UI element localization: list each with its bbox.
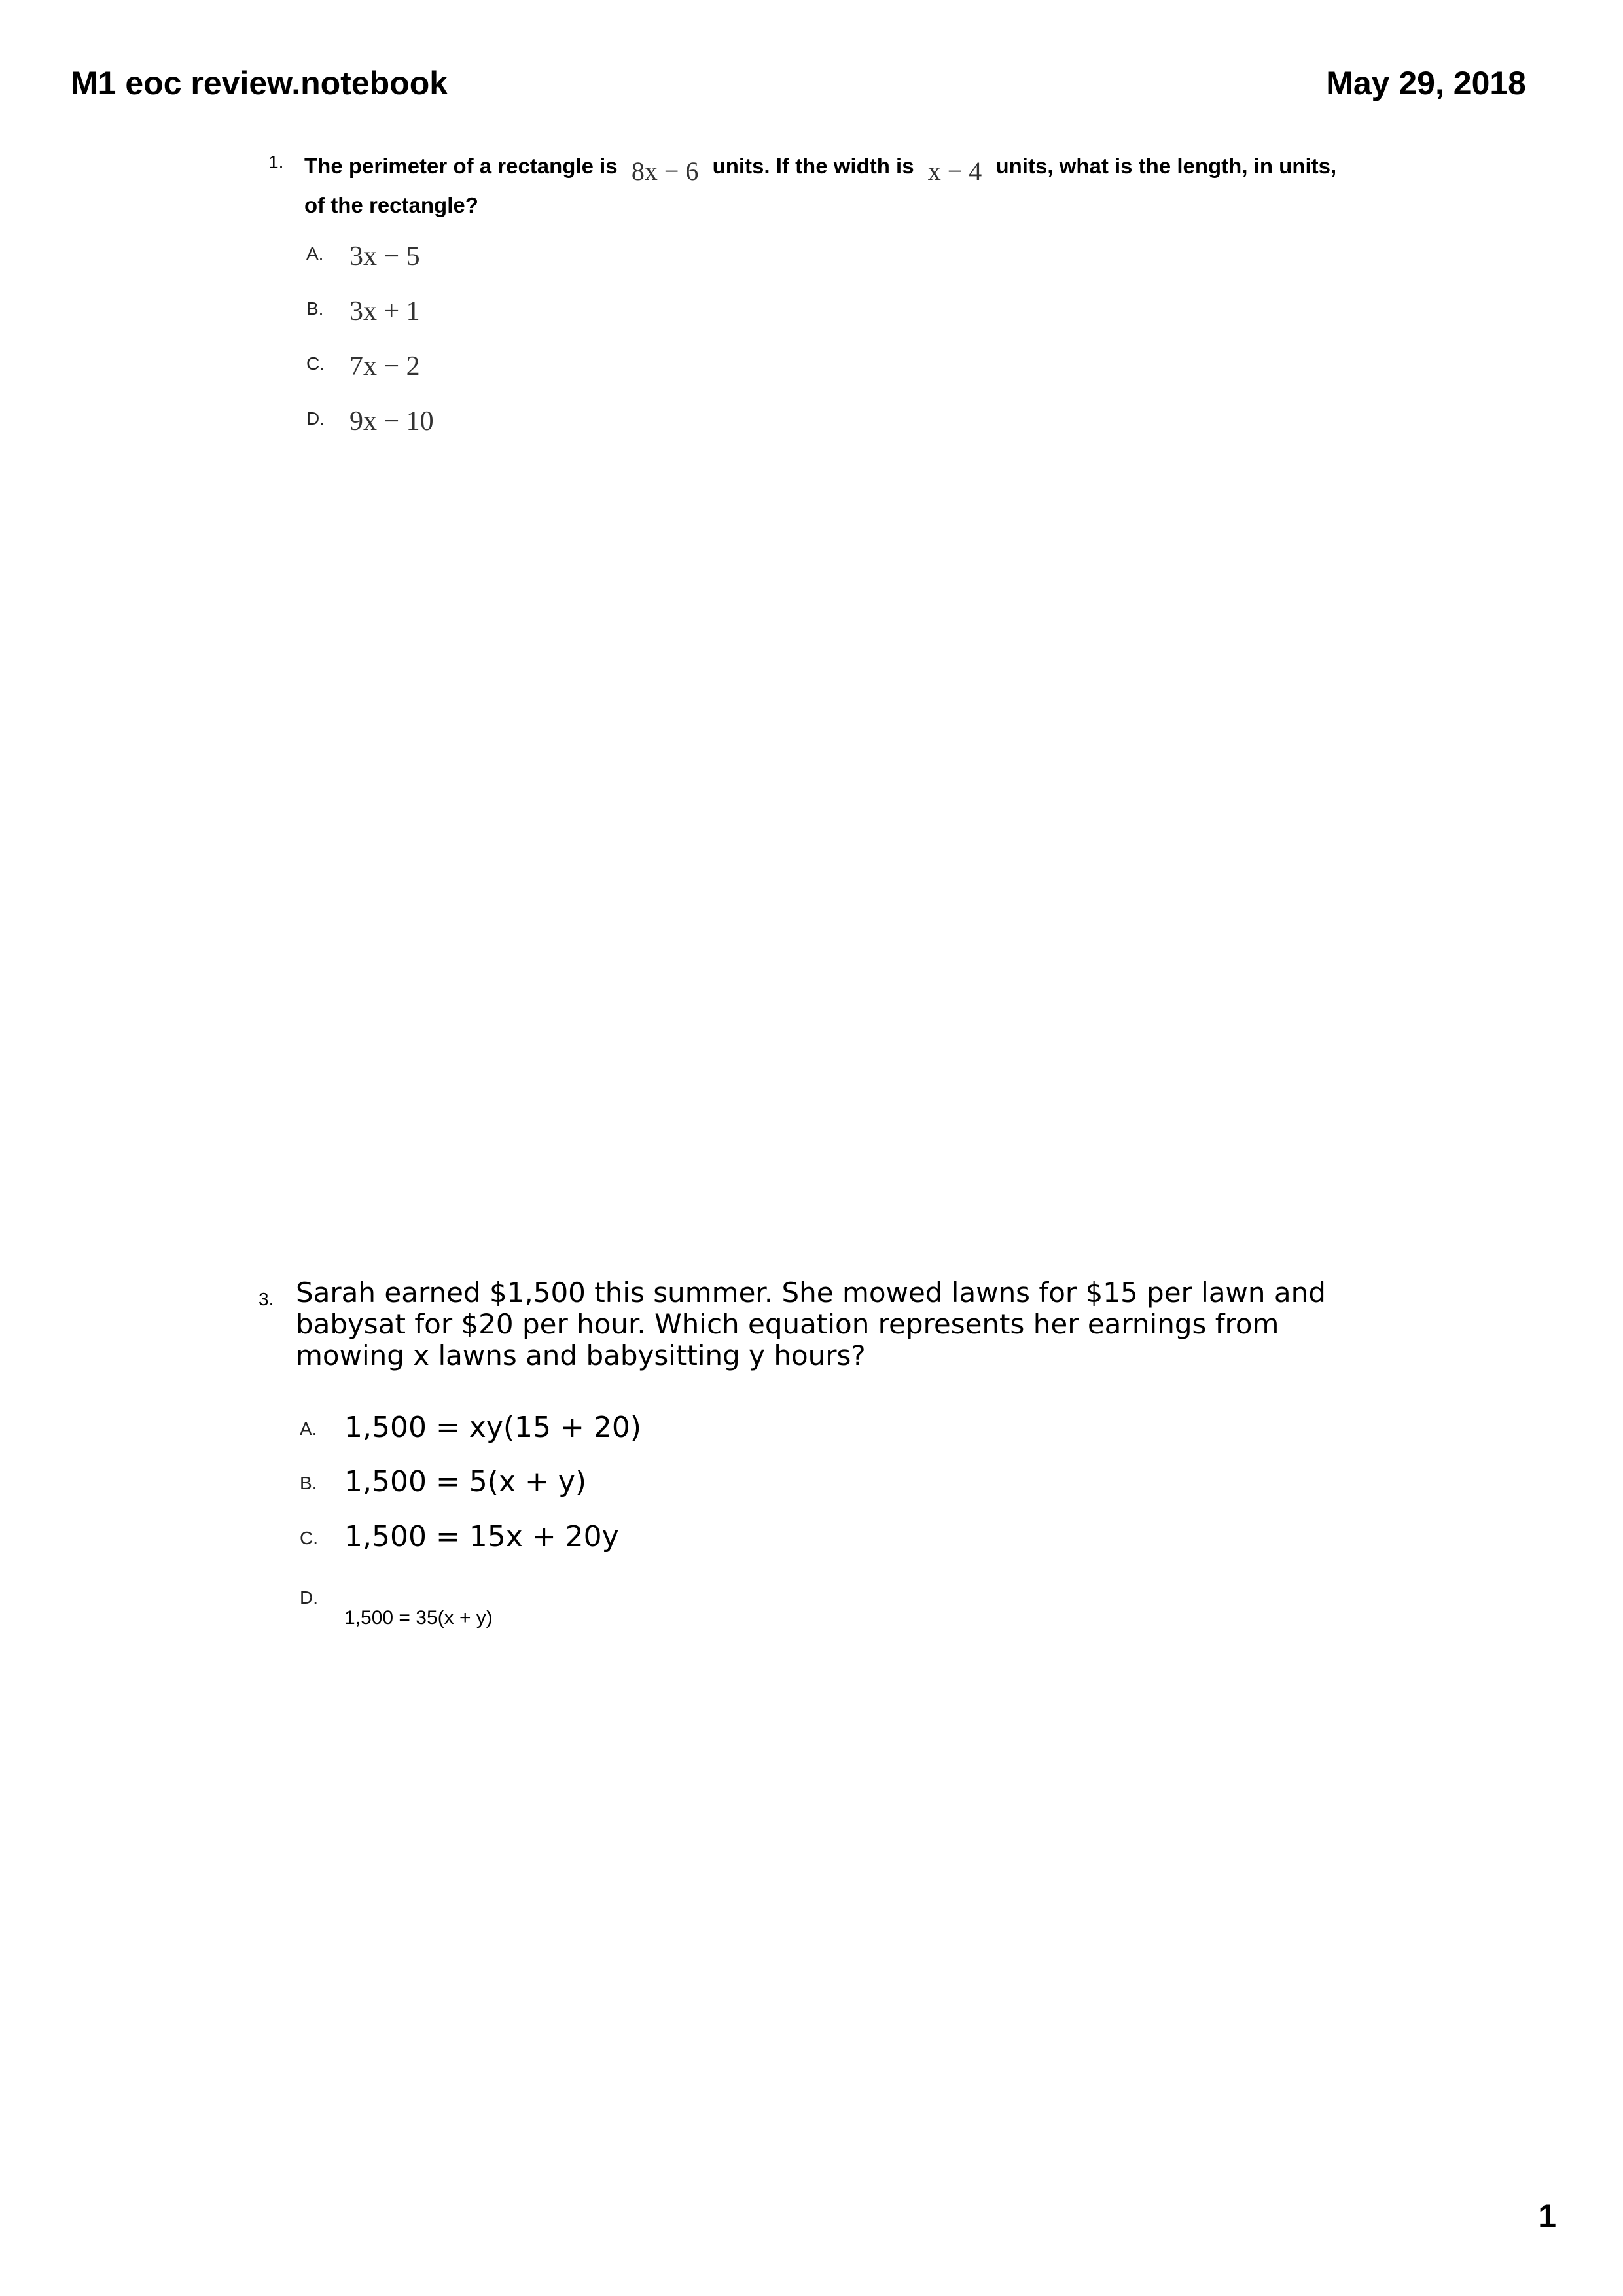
- question-1-text-part1: The perimeter of a rectangle is: [304, 154, 618, 178]
- notebook-title: M1 eoc review.notebook: [71, 65, 448, 101]
- page-number: 1: [1538, 2198, 1556, 2234]
- option-letter: C.: [306, 353, 325, 374]
- option-letter: A.: [306, 243, 324, 264]
- question-1-text-part3: units, what is the length, in units, of the rectangle?: [304, 154, 1337, 217]
- question-1-text: [304, 149, 1351, 222]
- option-value: 1,500 = 5(x + y): [344, 1465, 587, 1498]
- perimeter-expression: 8x − 6: [631, 156, 699, 186]
- question-1-number: 1.: [268, 152, 284, 172]
- option-value: 1,500 = xy(15 + 20): [344, 1411, 642, 1444]
- question-3-number: 3.: [259, 1289, 274, 1309]
- option-letter: D.: [306, 408, 325, 429]
- question-3-text: Sarah earned $1,500 this summer. She mowed lawns for $15 per lawn and babysat for $20 per hour. Which equation represents her earnings from mowing x lawns and babysitting y hours?: [296, 1277, 1326, 1371]
- option-value: 9x − 10: [349, 406, 434, 436]
- notebook-date: May 29, 2018: [1326, 65, 1526, 101]
- width-expression: x − 4: [927, 156, 982, 186]
- option-letter: A.: [300, 1419, 317, 1439]
- option-letter: C.: [300, 1528, 318, 1548]
- option-value: 7x − 2: [349, 351, 420, 381]
- option-letter: B.: [306, 298, 324, 319]
- option-letter: D.: [300, 1587, 318, 1608]
- option-value: 3x + 1: [349, 296, 420, 327]
- option-value: 1,500 = 35(x + y): [344, 1607, 493, 1629]
- option-value: 1,500 = 15x + 20y: [344, 1520, 619, 1553]
- option-value: 3x − 5: [349, 241, 420, 272]
- question-1-text-part2: units. If the width is: [712, 154, 914, 178]
- option-letter: B.: [300, 1473, 317, 1493]
